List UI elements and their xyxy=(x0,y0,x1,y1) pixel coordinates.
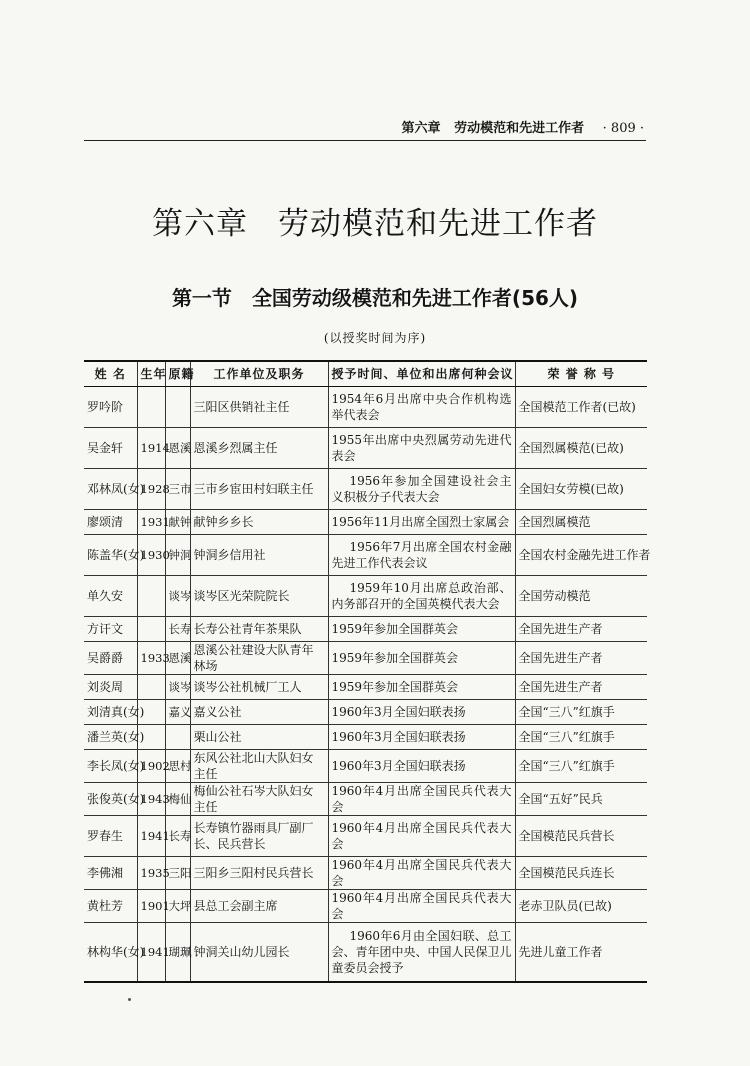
table-row xyxy=(84,469,647,510)
cell-unit: 三阳乡三阳村民兵营长 xyxy=(190,857,328,890)
header-unit: 工作单位及职务 xyxy=(190,361,328,387)
table-row xyxy=(84,857,647,890)
cell-event: 1956年11月出席全国烈士家属会 xyxy=(328,510,515,535)
cell-origin: 长寿 xyxy=(165,816,190,857)
cell-name: 罗春生 xyxy=(84,816,137,857)
section-name: 全国劳动级模范和先进工作者(56人) xyxy=(251,286,579,310)
table-row xyxy=(84,783,647,816)
cell-name: 黄杜芳 xyxy=(84,890,137,923)
cell-name: 单久安 xyxy=(84,576,137,617)
chapter-number: 第六章 xyxy=(152,206,248,242)
table-row xyxy=(84,617,647,642)
cell-origin: 恩溪 xyxy=(165,642,190,675)
cell-honor-title: 全国烈属模范(已故) xyxy=(515,428,647,469)
table-row xyxy=(84,510,647,535)
cell-origin: 钟洞 xyxy=(165,535,190,576)
running-head-chapter: 第六章 xyxy=(401,121,441,136)
chapter-name: 劳动模范和先进工作者 xyxy=(278,206,598,242)
cell-event: 1955年出席中央烈属劳动先进代表会 xyxy=(328,428,515,469)
cell-birth-year: 1933 xyxy=(137,642,165,675)
cell-name: 刘清真(女) xyxy=(84,700,137,725)
cell-origin: 大坪 xyxy=(165,890,190,923)
table-row xyxy=(84,816,647,857)
cell-honor-title: 全国劳动模范 xyxy=(515,576,647,617)
cell-birth-year xyxy=(137,576,165,617)
cell-event: 1960年3月全国妇联表扬 xyxy=(328,725,515,750)
cell-unit: 献钟乡乡长 xyxy=(190,510,328,535)
cell-name: 陈盖华(女) xyxy=(84,535,137,576)
cell-unit: 恩溪公社建设大队青年林场 xyxy=(190,642,328,675)
cell-unit: 栗山公社 xyxy=(190,725,328,750)
cell-unit: 县总工会副主席 xyxy=(190,890,328,923)
header-event: 授予时间、单位和出席何种会议 xyxy=(328,361,515,387)
cell-birth-year: 1943 xyxy=(137,783,165,816)
cell-unit: 谈岑区光荣院院长 xyxy=(190,576,328,617)
cell-name: 刘炎周 xyxy=(84,675,137,700)
table-row xyxy=(84,750,647,783)
cell-honor-title: 全国妇女劳模(已故) xyxy=(515,469,647,510)
table-row xyxy=(84,642,647,675)
cell-origin: 三阳 xyxy=(165,857,190,890)
cell-honor-title: 全国先进生产者 xyxy=(515,642,647,675)
cell-honor-title: 全国模范工作者(已故) xyxy=(515,387,647,428)
cell-honor-title: 全国模范民兵营长 xyxy=(515,816,647,857)
cell-birth-year: 1941 xyxy=(137,816,165,857)
cell-unit: 恩溪乡烈属主任 xyxy=(190,428,328,469)
cell-name: 罗吟阶 xyxy=(84,387,137,428)
cell-honor-title: 全国农村金融先进工作者 xyxy=(515,535,647,576)
cell-origin: 谈岑 xyxy=(165,576,190,617)
cell-origin: 长寿 xyxy=(165,617,190,642)
cell-origin xyxy=(165,387,190,428)
cell-honor-title: 全国烈属模范 xyxy=(515,510,647,535)
table-header-row xyxy=(84,361,647,387)
running-head-title: 劳动模范和先进工作者 xyxy=(454,121,585,136)
cell-origin xyxy=(165,725,190,750)
cell-origin: 梅仙 xyxy=(165,783,190,816)
cell-unit: 嘉义公社 xyxy=(190,700,328,725)
cell-origin: 谈岑 xyxy=(165,675,190,700)
cell-honor-title: 全国先进生产者 xyxy=(515,617,647,642)
cell-unit: 钟洞乡信用社 xyxy=(190,535,328,576)
cell-origin: 恩溪 xyxy=(165,428,190,469)
table-row xyxy=(84,387,647,428)
header-name: 姓 名 xyxy=(84,361,137,387)
cell-honor-title: 全国“三八”红旗手 xyxy=(515,750,647,783)
cell-event: 1956年参加全国建设社会主义积极分子代表大会 xyxy=(328,469,515,510)
cell-name: 潘兰英(女) xyxy=(84,725,137,750)
table-body xyxy=(84,387,651,983)
header-title: 荣 誉 称 号 xyxy=(515,361,647,387)
cell-birth-year: 1928 xyxy=(137,469,165,510)
cell-event: 1959年10月出席总政治部、内务部召开的全国英模代表大会 xyxy=(328,576,515,617)
cell-honor-title: 全国“三八”红旗手 xyxy=(515,700,647,725)
cell-birth-year: 1914 xyxy=(137,428,165,469)
cell-unit: 谈岑公社机械厂工人 xyxy=(190,675,328,700)
cell-event: 1954年6月出席中央合作机构选举代表会 xyxy=(328,387,515,428)
cell-name: 李佛湘 xyxy=(84,857,137,890)
cell-birth-year xyxy=(137,617,165,642)
cell-unit: 三市乡宦田村妇联主任 xyxy=(190,469,328,510)
cell-name: 方讦文 xyxy=(84,617,137,642)
cell-name: 吴爵爵 xyxy=(84,642,137,675)
cell-unit: 三阳区供销社主任 xyxy=(190,387,328,428)
cell-unit: 长寿公社青年茶果队 xyxy=(190,617,328,642)
cell-honor-title: 先进儿童工作者 xyxy=(515,923,647,983)
table-row xyxy=(84,428,647,469)
table-row xyxy=(84,725,647,750)
cell-event: 1960年4月出席全国民兵代表大会 xyxy=(328,890,515,923)
cell-name: 邓林凤(女) xyxy=(84,469,137,510)
cell-event: 1960年3月全国妇联表扬 xyxy=(328,750,515,783)
cell-honor-title: 全国模范民兵连长 xyxy=(515,857,647,890)
cell-name: 吴金轩 xyxy=(84,428,137,469)
cell-unit: 长寿镇竹器雨具厂副厂长、民兵营长 xyxy=(190,816,328,857)
cell-name: 林构华(女) xyxy=(84,923,137,983)
cell-name: 李长凤(女) xyxy=(84,750,137,783)
cell-event: 1960年6月由全国妇联、总工会、青年团中央、中国人民保卫儿童委员会授予 xyxy=(328,923,515,983)
cell-birth-year xyxy=(137,387,165,428)
cell-honor-title: 老赤卫队员(已故) xyxy=(515,890,647,923)
header-year: 生年 xyxy=(137,361,165,387)
cell-birth-year: 1931 xyxy=(137,510,165,535)
cell-name: 张俊英(女) xyxy=(84,783,137,816)
cell-origin: 嘉义 xyxy=(165,700,190,725)
section-title xyxy=(0,282,750,311)
table-row xyxy=(84,675,647,700)
cell-event: 1959年参加全国群英会 xyxy=(328,617,515,642)
cell-origin: 献钟 xyxy=(165,510,190,535)
order-note: (以授奖时间为序) xyxy=(323,331,427,345)
cell-unit: 东风公社北山大队妇女主任 xyxy=(190,750,328,783)
cell-event: 1959年参加全国群英会 xyxy=(328,675,515,700)
cell-origin: 瑚珮 xyxy=(165,923,190,983)
table-row xyxy=(84,700,647,725)
cell-birth-year: 1930 xyxy=(137,535,165,576)
cell-event: 1960年4月出席全国民兵代表大会 xyxy=(328,857,515,890)
page-number: · 809 · xyxy=(602,121,644,136)
chapter-title xyxy=(0,198,750,243)
cell-origin: 三市 xyxy=(165,469,190,510)
cell-unit: 梅仙公社石岑大队妇女主任 xyxy=(190,783,328,816)
cell-unit: 钟洞关山幼儿园长 xyxy=(190,923,328,983)
ink-speck xyxy=(128,998,131,1001)
cell-birth-year: 1901 xyxy=(137,890,165,923)
table-row xyxy=(84,890,647,923)
table-row xyxy=(84,576,647,617)
cell-honor-title: 全国“五好”民兵 xyxy=(515,783,647,816)
cell-birth-year xyxy=(137,675,165,700)
cell-honor-title: 全国“三八”红旗手 xyxy=(515,725,647,750)
table-row xyxy=(84,923,647,983)
cell-event: 1959年参加全国群英会 xyxy=(328,642,515,675)
cell-origin: 思村 xyxy=(165,750,190,783)
header-rule xyxy=(84,140,646,141)
cell-name: 廖颂清 xyxy=(84,510,137,535)
cell-honor-title: 全国先进生产者 xyxy=(515,675,647,700)
table-row xyxy=(84,535,647,576)
running-head xyxy=(84,117,644,137)
cell-birth-year: 1935 xyxy=(137,857,165,890)
cell-event: 1960年4月出席全国民兵代表大会 xyxy=(328,816,515,857)
cell-birth-year: 1902 xyxy=(137,750,165,783)
cell-birth-year: 1941 xyxy=(137,923,165,983)
header-origin: 原籍 xyxy=(165,361,190,387)
honors-table xyxy=(84,360,651,983)
section-number: 第一节 xyxy=(171,286,232,310)
cell-event: 1960年4月出席全国民兵代表大会 xyxy=(328,783,515,816)
cell-event: 1956年7月出席全国农村金融先进工作代表会议 xyxy=(328,535,515,576)
cell-event: 1960年3月全国妇联表扬 xyxy=(328,700,515,725)
